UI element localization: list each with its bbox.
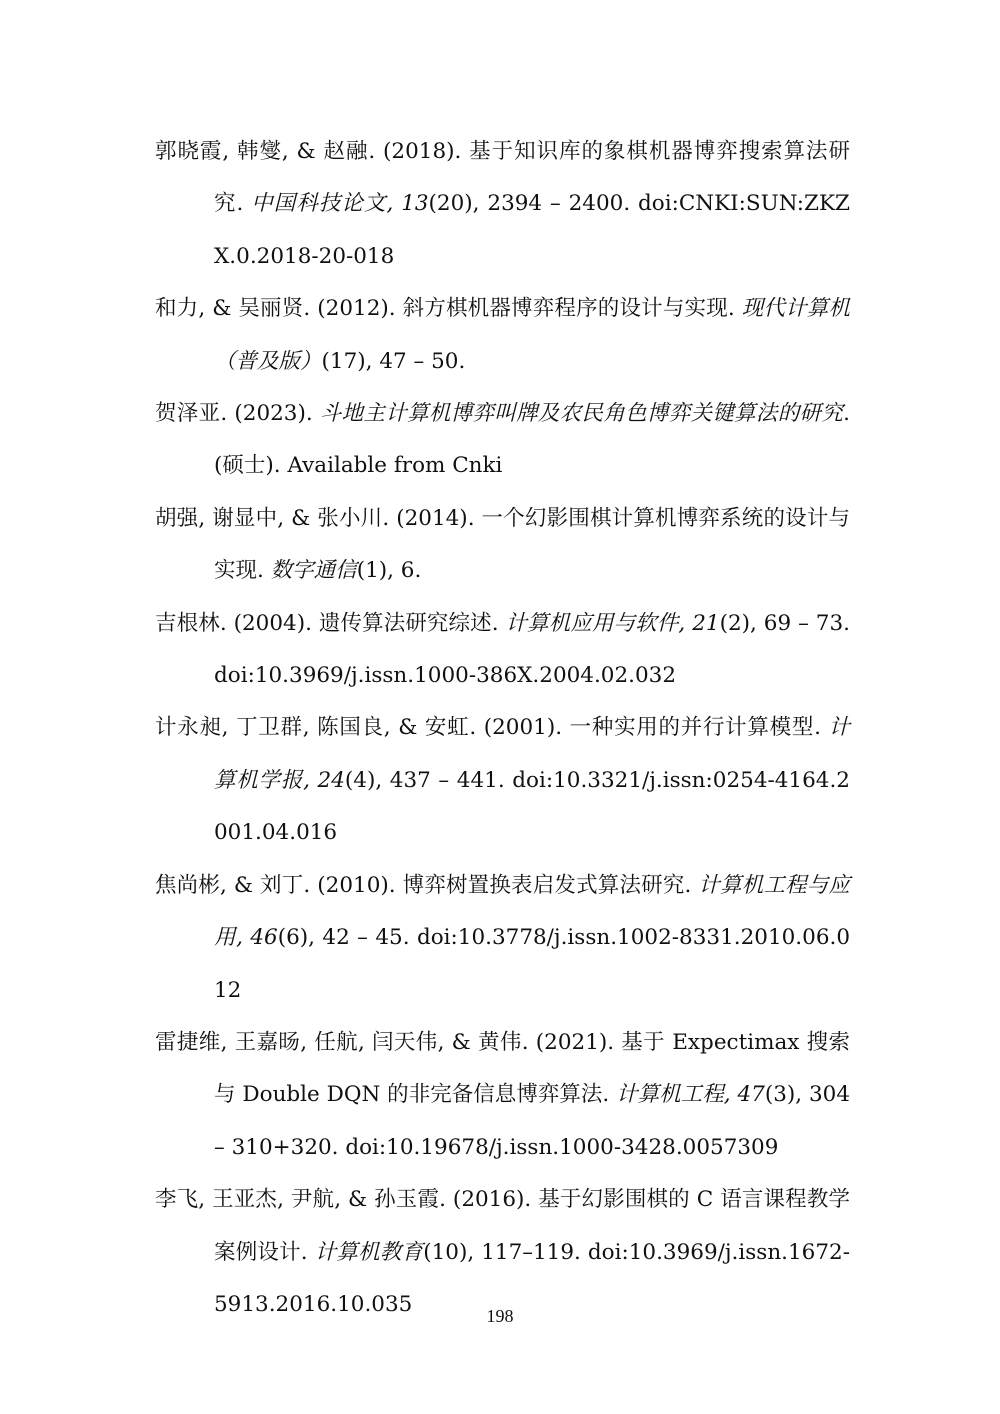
reference-source: 计算机应用与软件, 21 xyxy=(505,610,720,636)
reference-source: 现代计算机（普及版） xyxy=(214,296,850,374)
reference-source: 计算机学报, 24 xyxy=(214,715,850,793)
reference-entry xyxy=(155,126,850,283)
reference-lead: 计永昶, 丁卫群, 陈国良, & 安虹. (2001). 一种实用的并行计算模型. xyxy=(155,715,829,741)
reference-entry xyxy=(155,598,850,703)
reference-source: 计算机工程与应用, 46 xyxy=(214,872,850,951)
reference-lead: 吉根林. (2004). 遗传算法研究综述. xyxy=(155,610,506,636)
reference-entry xyxy=(155,1017,850,1174)
reference-source: 数字通信 xyxy=(270,558,357,584)
reference-tail: (1), 6. xyxy=(356,558,422,584)
reference-list xyxy=(155,126,850,1331)
reference-lead: 郭晓霞, 韩燮, & 赵融. (2018). 基于知识库的象棋机器博弈搜索算法研究. xyxy=(155,139,850,217)
reference-source: 计算机教育 xyxy=(314,1239,424,1265)
reference-source: 斗地主计算机博弈叫牌及农民角色博弈关键算法的研究 xyxy=(319,401,844,427)
reference-lead: 和力, & 吴丽贤. (2012). 斜方棋机器博弈程序的设计与实现. xyxy=(155,296,742,322)
page-number: 198 xyxy=(486,1306,514,1326)
reference-tail: (10), 117–119. doi:10.3969/j.issn.1672-5913.2016.10.035 xyxy=(214,1239,850,1317)
reference-source: 计算机工程, 47 xyxy=(616,1082,765,1108)
reference-tail: (6), 42 – 45. doi:10.3778/j.issn.1002-8331.2010.06.012 xyxy=(214,925,851,1003)
reference-entry xyxy=(155,702,850,859)
reference-lead: 李飞, 王亚杰, 尹航, & 孙玉霞. (2016). 基于幻影围棋的 C 语言课程教学案例设计. xyxy=(155,1187,850,1265)
reference-tail: (2), 69 – 73. doi:10.3969/j.issn.1000-386X.2004.02.032 xyxy=(214,610,851,689)
reference-tail: . (硕士). Available from Cnki xyxy=(214,401,850,479)
reference-entry xyxy=(155,283,850,388)
reference-entry xyxy=(155,493,850,598)
reference-source: 中国科技论文, 13 xyxy=(251,191,429,217)
reference-entry xyxy=(155,388,850,493)
reference-tail: (20), 2394 – 2400. doi:CNKI:SUN:ZKZX.0.2018-20-018 xyxy=(214,191,850,269)
reference-entry xyxy=(155,860,850,1017)
reference-tail: (17), 47 – 50. xyxy=(321,348,466,374)
reference-tail: (4), 437 – 441. doi:10.3321/j.issn:0254-4164.2001.04.016 xyxy=(214,767,850,846)
reference-lead: 贺泽亚. (2023). xyxy=(155,401,320,427)
reference-lead: 雷捷维, 王嘉旸, 任航, 闫天伟, & 黄伟. (2021). 基于 Expectimax 搜索与 Double DQN 的非完备信息博弈算法. xyxy=(155,1029,850,1108)
reference-tail: (3), 304 – 310+320. doi:10.19678/j.issn.1000-3428.0057309 xyxy=(214,1082,850,1160)
reference-lead: 胡强, 谢显中, & 张小川. (2014). 一个幻影围棋计算机博弈系统的设计与实现. xyxy=(155,505,850,584)
reference-lead: 焦尚彬, & 刘丁. (2010). 博弈树置换表启发式算法研究. xyxy=(155,872,699,898)
